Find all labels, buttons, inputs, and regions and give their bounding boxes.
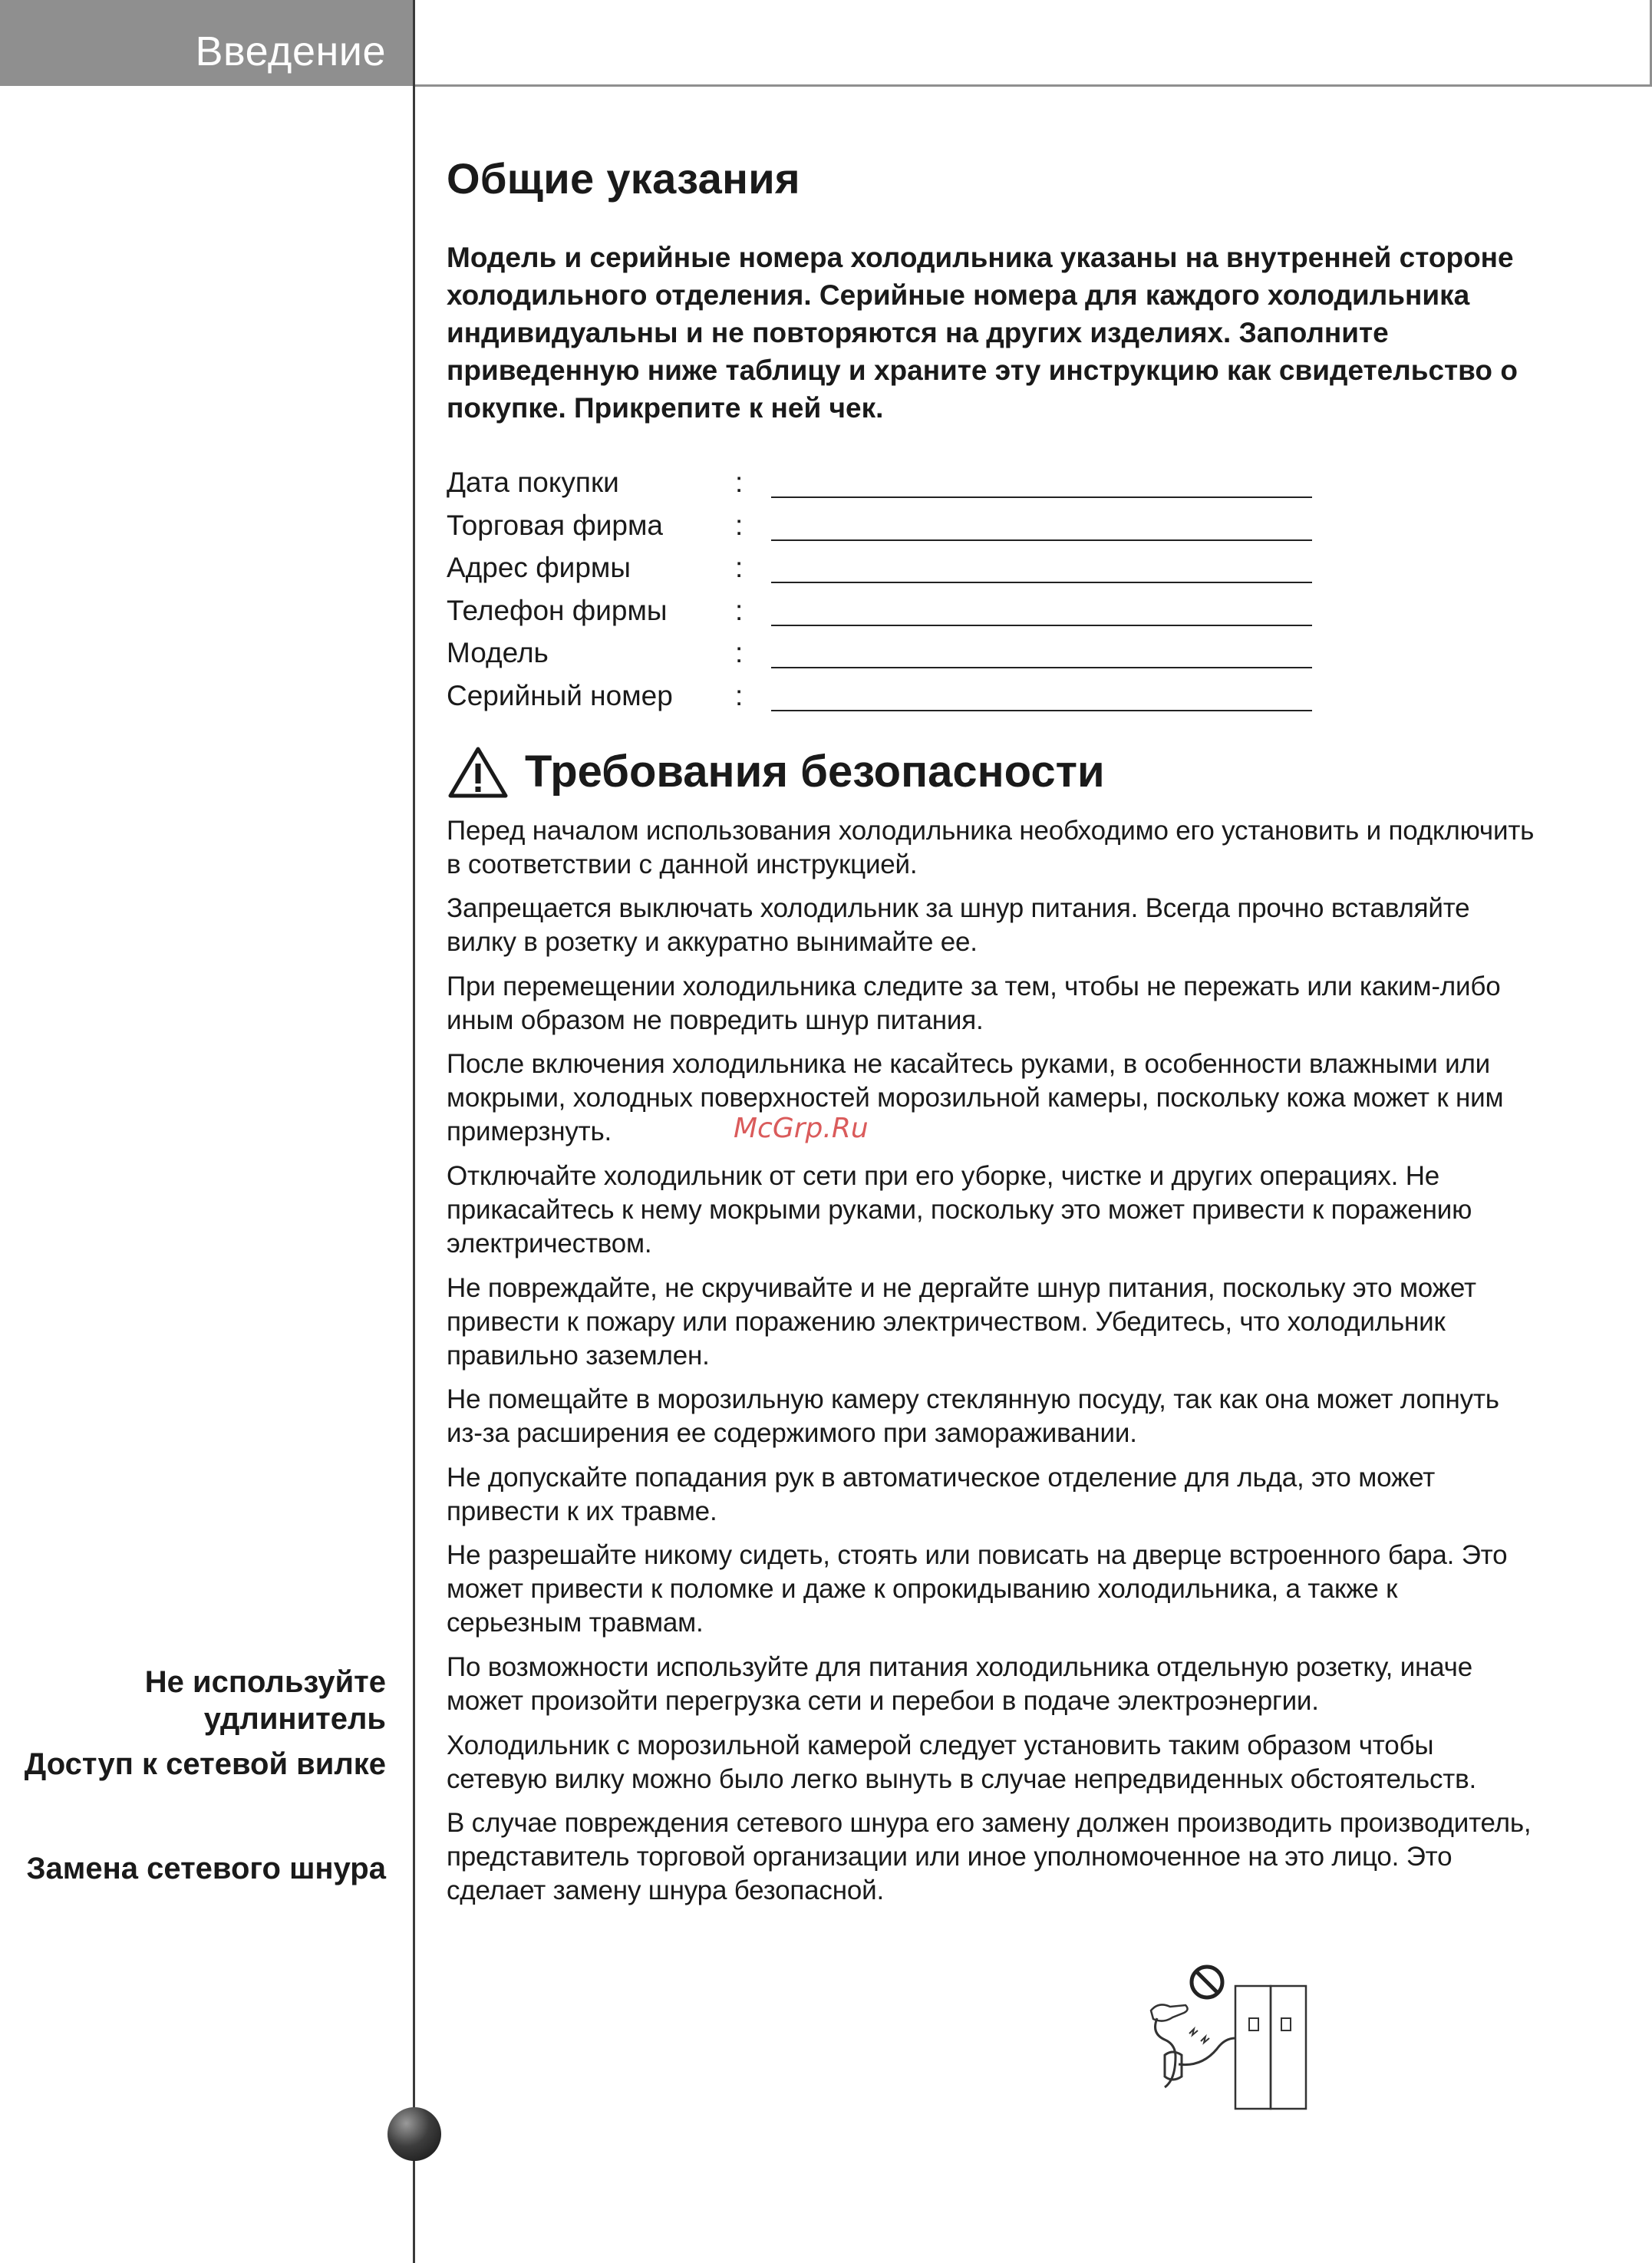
form-row-colon: : (735, 637, 744, 669)
form-row-label: Телефон фирмы (447, 594, 668, 626)
form-row-fill-line (771, 582, 1312, 583)
safety-heading (447, 745, 1536, 799)
form-row-label: Торговая фирма (447, 509, 663, 541)
safety-paragraph: Холодильник с морозильной камерой следует установить таким образом чтобы сетевую вилку можно было легко вынуть в случае непредвиденных обстоятельств. (447, 1730, 1477, 1794)
general-title: Общие указания (447, 154, 800, 203)
safety-paragraph: При перемещении холодильника следите за тем, чтобы не пережать или каким-либо иным образом не повредить шнур питания. (447, 971, 1501, 1035)
form-row-colon: : (735, 679, 744, 711)
form-row (447, 549, 1536, 592)
safety-paragraphs (447, 814, 1536, 1908)
form-row (447, 506, 1536, 549)
form-row-fill-line (771, 710, 1312, 711)
header-divider (415, 84, 1652, 87)
side-note-cord-replace: Замена сетевого шнура (26, 1852, 386, 1885)
form-row-fill-line (771, 667, 1312, 668)
side-note-plug-access: Доступ к сетевой вилке (24, 1747, 386, 1781)
form-row-colon: : (735, 594, 744, 626)
safety-paragraph: Не разрешайте никому сидеть, стоять или повисать на дверце встроенного бара. Это может привести к поломке и даже к опрокидыванию холодильника, а также к серьезным травмам. (447, 1540, 1508, 1638)
no-pulling-cord-illustration (1136, 1964, 1312, 2110)
safety-paragraph: В случае повреждения сетевого шнура его замену должен производить производитель, представитель торговой организации или иное уполномоченное на это лицо. Это сделает замену шнура безопасной. (447, 1808, 1532, 1906)
side-note-extension: Не используйте удлинитель (144, 1665, 386, 1736)
margin-rule (413, 0, 415, 2263)
form-row-label: Модель (447, 637, 549, 669)
form-row-colon: : (735, 509, 744, 541)
form-row (447, 463, 1536, 506)
form-row (447, 677, 1536, 720)
safety-title: Требования безопасности (525, 747, 1105, 797)
safety-paragraph: Перед началом использования холодильника необходимо его установить и подключить в соответствии с данной инструкцией. (447, 815, 1535, 879)
warning-triangle-icon (447, 745, 509, 799)
form-row (447, 634, 1536, 677)
form-row (447, 592, 1536, 635)
form-row-label: Адрес фирмы (447, 552, 631, 584)
safety-paragraph: Не повреждайте, не скручивайте и не дергайте шнур питания, поскольку это может привести к пожару или поражению электричеством. Убедитесь, что холодильник правильно заземлен. (447, 1272, 1476, 1371)
form-row-label: Дата покупки (447, 467, 619, 498)
form-row-colon: : (735, 467, 744, 498)
page-marker-ball (387, 2107, 441, 2161)
safety-paragraph: После включения холодильника не касайтесь руками, в особенности влажными или мокрыми, холодных поверхностей морозильной камеры, поскольку кожа может к ним примерзнуть. (447, 1049, 1504, 1147)
form-row-fill-line (771, 625, 1312, 626)
watermark: McGrp.Ru (734, 1113, 869, 1144)
general-intro: Модель и серийные номера холодильника указаны на внутренней стороне холодильного отделения. Серийные номера для каждого холодильника индивидуальны и не повторяются на других изделиях. Заполните приведенную ниже таблицу и храните эту инструкцию как свидетельство о покупке. Прикрепите к ней чек. (447, 242, 1518, 424)
form-row-fill-line (771, 496, 1312, 498)
purchase-form (447, 463, 1536, 720)
main-content (447, 153, 1536, 1918)
safety-paragraph: Не допускайте попадания рук в автоматическое отделение для льда, это может привести к их травме. (447, 1462, 1436, 1526)
section-title: Введение (195, 28, 386, 74)
safety-paragraph: Не помещайте в морозильную камеру стеклянную посуду, так как она может лопнуть из-за расширения ее содержимого при замораживании. (447, 1384, 1499, 1449)
section-header-tab (0, 0, 415, 86)
form-row-fill-line (771, 539, 1312, 541)
form-row-label: Серийный номер (447, 679, 673, 711)
safety-paragraph: Отключайте холодильник от сети при его уборке, чистке и других операциях. Не прикасайтесь к нему мокрыми руками, поскольку это может привести к поражению электричеством. (447, 1160, 1472, 1259)
safety-paragraph: Запрещается выключать холодильник за шнур питания. Всегда прочно вставляйте вилку в розетку и аккуратно вынимайте ее. (447, 893, 1470, 958)
safety-paragraph: По возможности используйте для питания холодильника отдельную розетку, иначе может произойти перегрузка сети и перебои в подаче электроэнергии. (447, 1651, 1472, 1716)
form-row-colon: : (735, 552, 744, 584)
